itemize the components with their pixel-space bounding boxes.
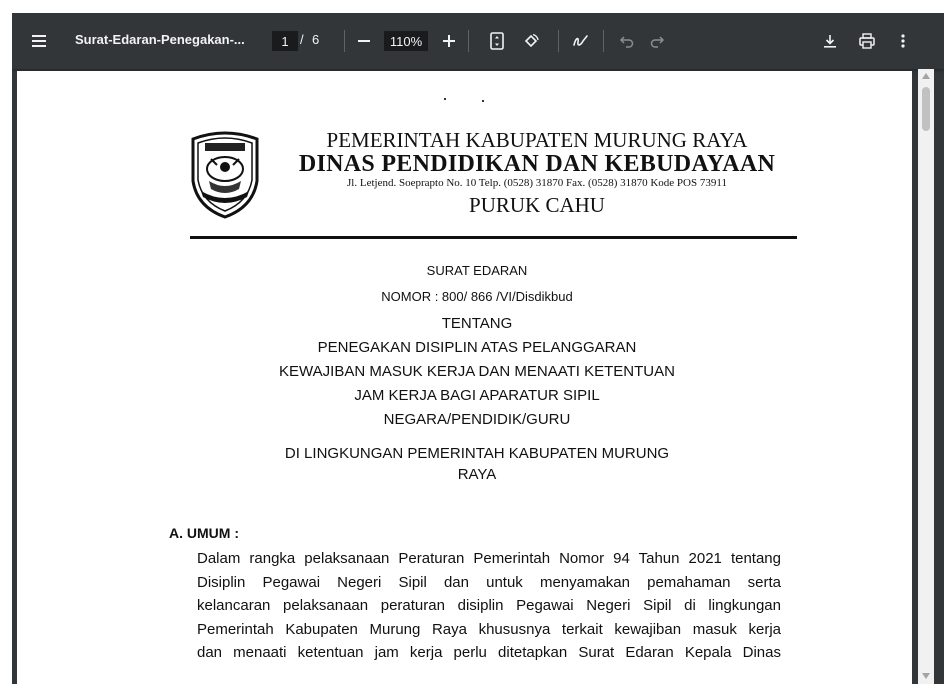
vertical-scrollbar[interactable] — [918, 69, 934, 684]
document-title: Surat-Edaran-Penegakan-... — [75, 32, 245, 47]
document-title: SURAT EDARAN — [426, 263, 528, 278]
minus-icon[interactable] — [352, 29, 376, 53]
scroll-up-icon[interactable] — [922, 73, 930, 79]
page-total: 6 — [312, 32, 320, 47]
scroll-down-icon[interactable] — [922, 673, 930, 679]
body-line: dan menaati ketentuan jam kerja perlu ditetapkan Surat Edaran Kepala Dinas — [197, 644, 781, 661]
scope-line: RAYA — [457, 466, 497, 483]
draw-icon[interactable] — [569, 29, 593, 53]
print-icon[interactable] — [855, 29, 879, 53]
subject-line: JAM KERJA BAGI APARATUR SIPIL — [354, 387, 600, 404]
scope-line: DI LINGKUNGAN PEMERINTAH KABUPATEN MURUNG — [284, 445, 670, 462]
toolbar-divider — [468, 30, 469, 52]
body-line: Pemerintah Kabupaten Murung Raya khususnya terkait kewajiban masuk kerja — [197, 620, 781, 638]
subject-line: NEGARA/PENDIDIK/GURU — [383, 411, 571, 428]
zoom-level-input[interactable]: 110% — [384, 31, 428, 51]
section-a-body — [197, 547, 781, 665]
plus-icon[interactable] — [437, 29, 461, 53]
letterhead-agency: DINAS PENDIDIKAN DAN KEBUDAYAAN — [298, 151, 776, 177]
document-about: TENTANG — [441, 315, 513, 332]
letterhead-government: PEMERINTAH KABUPATEN MURUNG RAYA — [326, 128, 748, 152]
section-a-heading: A. UMUM : — [169, 525, 239, 541]
body-line: Dalam rangka pelaksanaan Peraturan Pemerintah Nomor 94 Tahun 2021 tentang — [197, 550, 781, 567]
letterhead-city: PURUK CAHU — [469, 193, 605, 217]
pdf-viewer — [12, 13, 944, 684]
body-line: Disiplin Pegawai Negeri Sipil dan untuk menyamakan pemahaman serta — [197, 573, 781, 591]
page-separator: / — [300, 32, 304, 47]
fit-to-page-icon[interactable] — [485, 29, 509, 53]
letterhead-address: Jl. Letjend. Soeprapto No. 10 Telp. (0528) 31870 Fax. (0528) 31870 Kode POS 73911 — [347, 177, 727, 189]
window-frame-top — [0, 0, 944, 13]
undo-icon[interactable] — [615, 29, 639, 53]
letterhead-rule — [190, 236, 797, 239]
scroll-thumb[interactable] — [922, 87, 930, 131]
pdf-page — [17, 71, 912, 684]
subject-line: KEWAJIBAN MASUK KERJA DAN MENAATI KETENTUAN — [279, 363, 675, 380]
regency-crest-logo — [187, 129, 263, 219]
pdf-toolbar — [12, 13, 944, 69]
toolbar-divider — [603, 30, 604, 52]
document-number: NOMOR : 800/ 866 /VI/Disdikbud — [381, 289, 573, 304]
toolbar-divider — [558, 30, 559, 52]
rotate-icon[interactable] — [519, 29, 543, 53]
redo-icon[interactable] — [645, 29, 669, 53]
subject-line: PENEGAKAN DISIPLIN ATAS PELANGGARAN — [317, 339, 637, 356]
page-number-input[interactable]: 1 — [272, 31, 298, 51]
scan-speck — [444, 98, 446, 100]
download-icon[interactable] — [818, 29, 842, 53]
scan-speck — [482, 100, 484, 102]
toolbar-divider — [344, 30, 345, 52]
body-line: kelancaran pelaksanaan peraturan disiplin Pegawai Negeri Sipil di lingkungan — [197, 597, 781, 614]
hamburger-menu-icon[interactable] — [28, 29, 52, 53]
more-vert-icon[interactable] — [891, 29, 915, 53]
